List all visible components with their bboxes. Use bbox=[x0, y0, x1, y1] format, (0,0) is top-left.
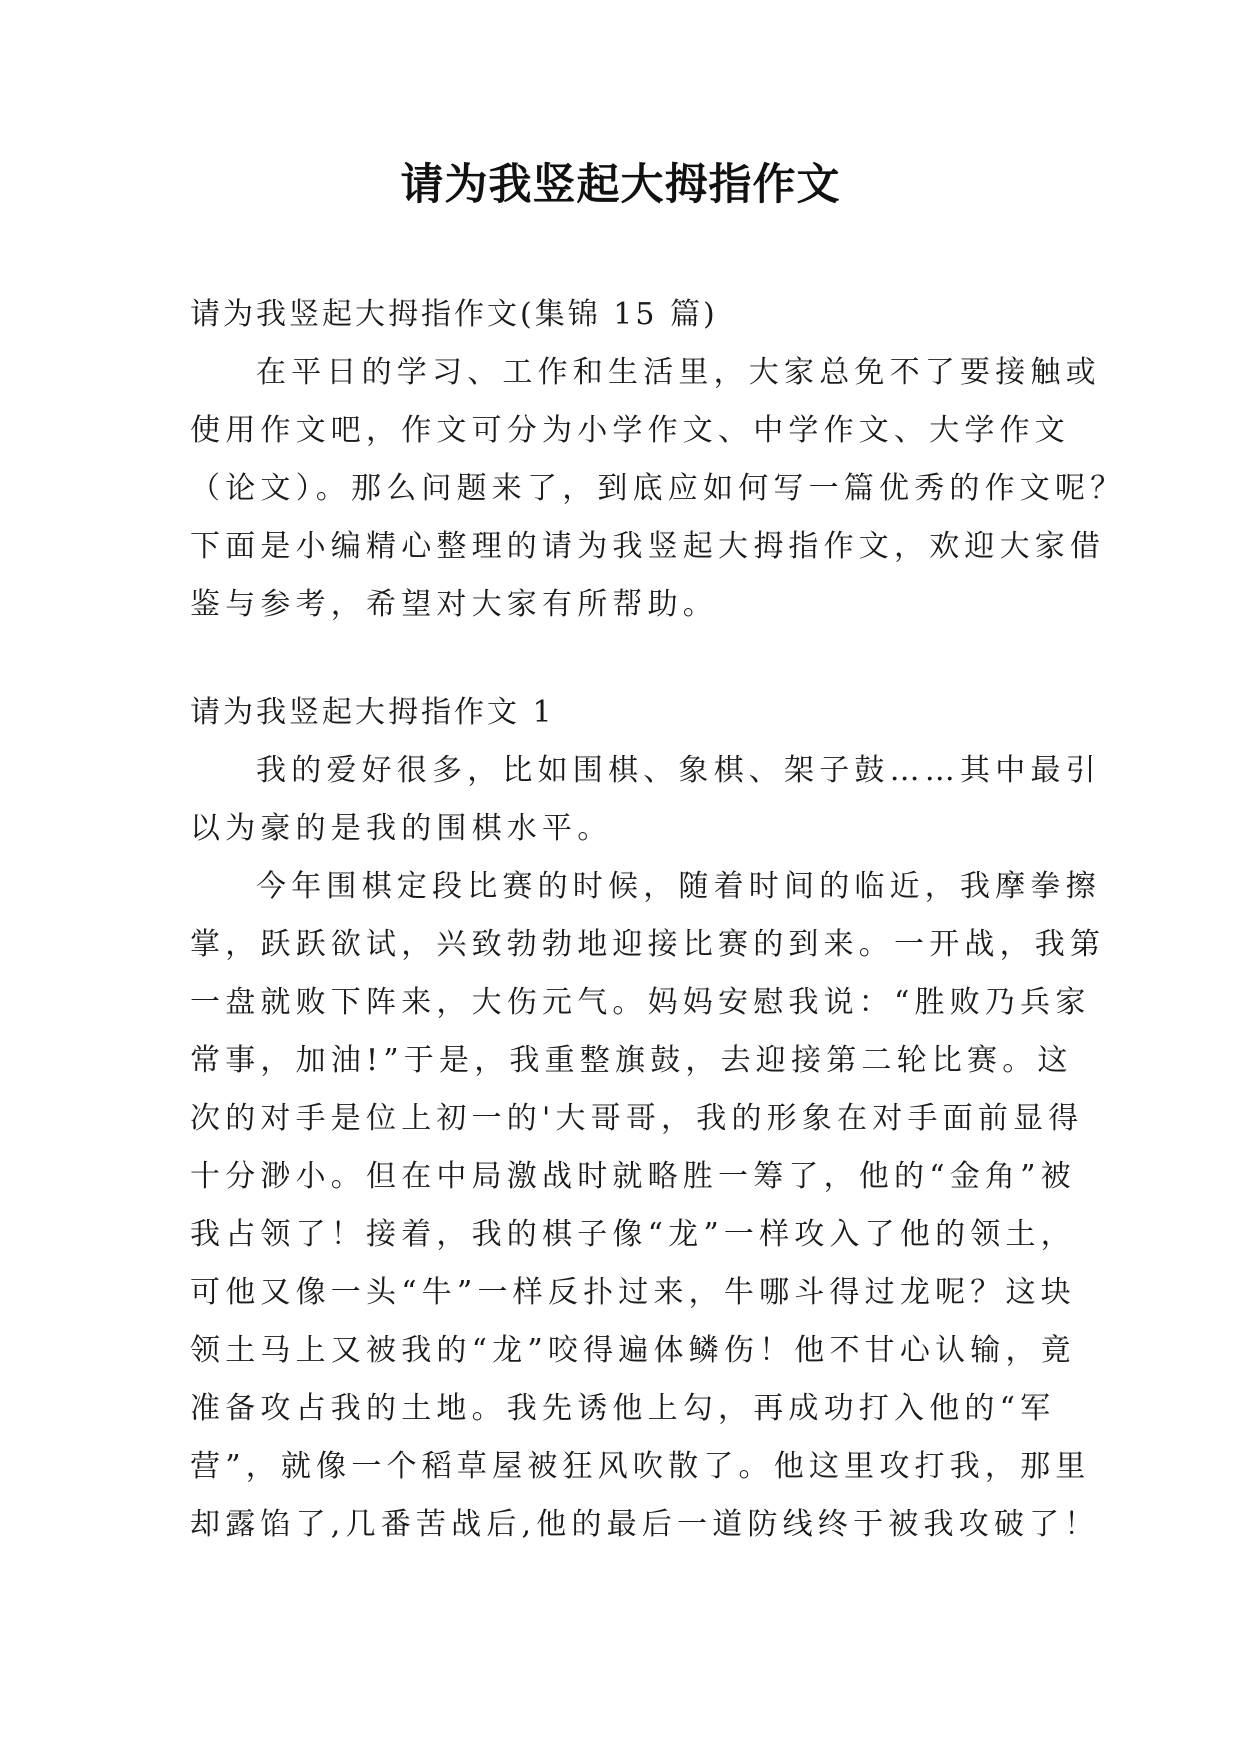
section-paragraph-1 bbox=[190, 742, 1101, 858]
paragraph-line: 一盘就败下阵来，大伤元气。妈妈安慰我说：“胜败乃兵家 bbox=[190, 985, 1091, 1020]
paragraph-line: 准备攻占我的土地。我先诱他上勾，再成功打入他的“军 bbox=[190, 1391, 1056, 1426]
intro-line: 在平日的学习、工作和生活里，大家总免不了要接触或 bbox=[256, 355, 1101, 390]
paragraph-line: 常事，加油!”于是，我重整旗鼓，去迎接第二轮比赛。这 bbox=[190, 1043, 1073, 1078]
intro-paragraph bbox=[190, 344, 1126, 634]
paragraph-line: 次的对手是位上初一的'大哥哥，我的形象在对手面前显得 bbox=[190, 1101, 1084, 1136]
paragraph-line: 以为豪的是我的围棋水平。 bbox=[190, 811, 613, 846]
paragraph-line: 我占领了！接着，我的棋子像“龙”一样攻入了他的领土， bbox=[190, 1217, 1076, 1252]
paragraph-line: 十分渺小。但在中局激战时就略胜一筹了，他的“金角”被 bbox=[190, 1159, 1076, 1194]
section-spacer bbox=[190, 634, 1050, 684]
subtitle: 请为我竖起大拇指作文(集锦 15 篇) bbox=[190, 297, 718, 332]
paragraph-line: 今年围棋定段比赛的时候，随着时间的临近，我摩拳擦 bbox=[256, 869, 1101, 904]
document-body bbox=[190, 286, 1126, 1554]
intro-line: 下面是小编精心整理的请为我竖起大拇指作文，欢迎大家借 bbox=[190, 529, 1106, 564]
document-title: 请为我竖起大拇指作文 bbox=[400, 160, 841, 210]
paragraph-line: 可他又像一头“牛”一样反扑过来，牛哪斗得过龙呢？这块 bbox=[190, 1275, 1076, 1310]
paragraph-line: 我的爱好很多，比如围棋、象棋、架子鼓……其中最引 bbox=[256, 753, 1101, 788]
intro-line: 鉴与参考，希望对大家有所帮助。 bbox=[190, 587, 718, 622]
paragraph-line: 营”，就像一个稻草屋被狂风吹散了。他这里攻打我，那里 bbox=[190, 1449, 1091, 1484]
paragraph-line: 掌，跃跃欲试，兴致勃勃地迎接比赛的到来。一开战，我第 bbox=[190, 927, 1106, 962]
paragraph-line: 却露馅了,几番苦战后,他的最后一道防线终于被我攻破了！ bbox=[190, 1507, 1100, 1542]
intro-line: 使用作文吧，作文可分为小学作文、中学作文、大学作文 bbox=[190, 413, 1070, 448]
paragraph-line: 领土马上又被我的“龙”咬得遍体鳞伤！他不甘心认输，竟 bbox=[190, 1333, 1076, 1368]
section-heading: 请为我竖起大拇指作文 1 bbox=[190, 695, 555, 730]
intro-line: （论文）。那么问题来了，到底应如何写一篇优秀的作文呢？ bbox=[190, 471, 1126, 506]
section-paragraph-2 bbox=[190, 858, 1106, 1554]
